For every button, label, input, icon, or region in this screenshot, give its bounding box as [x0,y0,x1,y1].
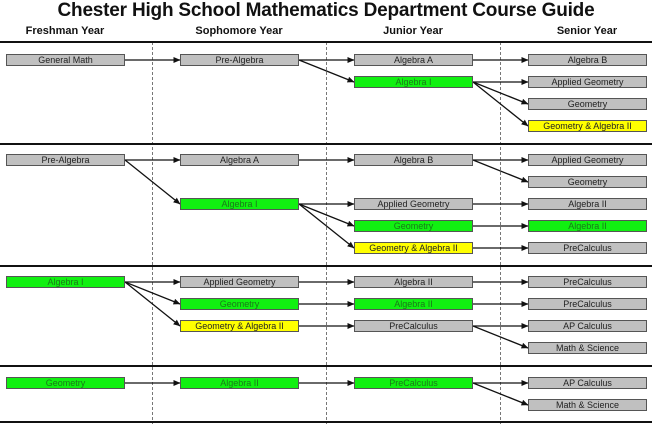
course-box[interactable] [529,55,647,66]
course-label: Geometry [219,299,260,309]
course-label: Geometry [393,221,434,231]
course-label: Algebra II [568,221,607,231]
course-box[interactable] [529,378,647,389]
prerequisite-arrow [473,82,528,104]
course-label: Algebra II [568,199,607,209]
course-box[interactable] [181,299,299,310]
course-box[interactable] [355,55,473,66]
course-label: Algebra II [220,378,259,388]
course-box[interactable] [7,378,125,389]
course-box[interactable] [529,400,647,411]
course-box[interactable] [181,277,299,288]
course-label: Geometry [567,99,608,109]
prerequisite-arrow [473,383,528,405]
course-box[interactable] [529,99,647,110]
course-label: Applied Geometry [203,277,276,287]
prerequisite-arrow [125,282,180,304]
course-box[interactable] [529,321,647,332]
course-label: Algebra B [567,55,608,65]
course-box[interactable] [181,378,299,389]
course-box[interactable] [355,277,473,288]
course-box[interactable] [529,277,647,288]
prerequisite-arrow [299,204,354,248]
page-title: Chester High School Mathematics Department Course Guide [57,0,595,21]
course-label: AP Calculus [563,378,612,388]
course-box[interactable] [355,299,473,310]
course-box[interactable] [181,321,299,332]
course-label: PreCalculus [563,243,612,253]
course-box[interactable] [529,177,647,188]
course-label: PreCalculus [563,299,612,309]
course-label: Geometry [45,378,86,388]
header-freshman-year: Freshman Year [25,25,105,37]
course-label: Pre-Algebra [41,155,90,165]
course-box[interactable] [355,199,473,210]
header-junior-year: Junior Year [383,25,443,37]
course-label: Algebra I [47,277,84,287]
course-box[interactable] [529,299,647,310]
course-label: General Math [38,55,93,65]
course-label: Math & Science [555,400,620,410]
course-label: Geometry & Algebra II [369,243,458,253]
course-box[interactable] [355,221,473,232]
course-box[interactable] [7,155,125,166]
header-senior-year: Senior Year [556,25,618,37]
course-label: Algebra A [219,155,260,165]
course-label: Algebra II [394,277,433,287]
course-label: Algebra I [395,77,432,87]
course-box[interactable] [355,155,473,166]
course-label: Geometry [567,177,608,187]
course-box[interactable] [181,199,299,210]
course-label: Applied Geometry [377,199,450,209]
course-box[interactable] [181,55,299,66]
course-box[interactable] [529,243,647,254]
course-label: PreCalculus [389,321,438,331]
course-box[interactable] [355,243,473,254]
course-label: Math & Science [555,343,620,353]
course-box[interactable] [529,77,647,88]
course-box[interactable] [355,321,473,332]
course-label: Geometry & Algebra II [543,121,632,131]
course-box[interactable] [7,55,125,66]
course-box[interactable] [529,221,647,232]
course-label: Algebra I [221,199,258,209]
course-label: Algebra B [393,155,434,165]
course-box[interactable] [529,155,647,166]
course-label: PreCalculus [563,277,612,287]
course-box[interactable] [529,199,647,210]
header-sophomore-year: Sophomore Year [195,25,283,37]
course-label: Geometry & Algebra II [195,321,284,331]
course-label: AP Calculus [563,321,612,331]
course-box[interactable] [529,343,647,354]
course-box[interactable] [7,277,125,288]
course-box[interactable] [355,77,473,88]
course-label: Applied Geometry [551,77,624,87]
course-box[interactable] [355,378,473,389]
course-label: Applied Geometry [551,155,624,165]
course-label: Algebra A [393,55,434,65]
course-box[interactable] [529,121,647,132]
course-label: Pre-Algebra [215,55,264,65]
course-label: Algebra II [394,299,433,309]
course-label: PreCalculus [389,378,438,388]
course-box[interactable] [181,155,299,166]
